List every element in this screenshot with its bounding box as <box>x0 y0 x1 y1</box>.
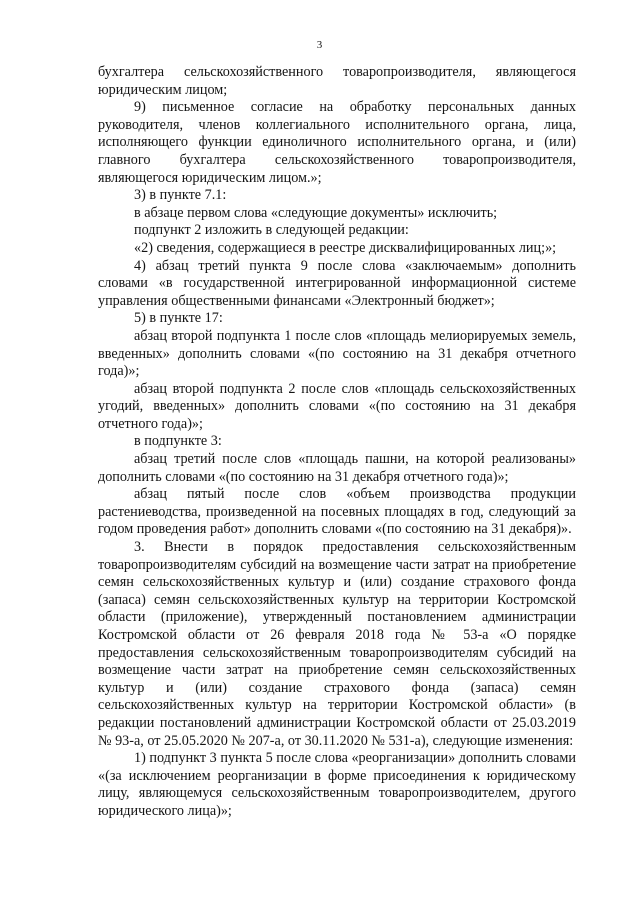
paragraph: бухгалтера сельскохозяйственного товаропроизводителя, являющегося юридическим лицом; <box>98 64 576 98</box>
paragraph: абзац пятый после слов «объем производства продукции растениеводства, произведенной на посевных площадях в год, следующий за годом проведения работ» дополнить словами «(по состоянию на 31 декабря)». <box>98 486 576 538</box>
paragraph: абзац третий после слов «площадь пашни, на которой реализованы» дополнить словами «(по состоянию на 31 декабря отчетного года)»; <box>98 451 576 485</box>
paragraph: 9) письменное согласие на обработку персональных данных руководителя, членов коллегиального исполнительного органа, лица, исполняющего функции единоличного исполнительного органа, и (или) главного бухгалтера сельскохозяйственного товаропроизводителя, являющегося юридическим лицом.»; <box>98 99 576 186</box>
paragraph: абзац второй подпункта 2 после слов «площадь сельскохозяйственных угодий, введенных» дополнить словами «(по состоянию на 31 декабря отчетного года)»; <box>98 380 576 432</box>
paragraph: 1) подпункт 3 пункта 5 после слова «реорганизации» дополнить словами «(за исключением реорганизации в форме присоединения к юридическому лицу, являющемуся сельскохозяйственным товаропроизводителем, другого юридического лица)»; <box>98 750 576 819</box>
paragraph: в подпункте 3: <box>134 433 222 450</box>
paragraph: подпункт 2 изложить в следующей редакции: <box>134 222 409 239</box>
paragraph: 5) в пункте 17: <box>134 310 223 327</box>
page-number: 3 <box>316 39 323 51</box>
paragraph: в абзаце первом слова «следующие документы» исключить; <box>134 204 498 221</box>
paragraph: 3) в пункте 7.1: <box>134 187 227 204</box>
paragraph: 3. Внести в порядок предоставления сельскохозяйственным товаропроизводителям субсидий на возмещение части затрат на приобретение семян сельскохозяйственных культур и (или) создание страхового фонда (запаса) семян сельскохозяйственных культур на территории Костромской области (приложение), утвержденный постановлением администрации Костромской области от 26 февраля 2018 года № 53-а «О порядке предоставления сельскохозяйственным товаропроизводителям субсидий на возмещение части затрат на приобретение семян сельскохозяйственных культур и (или) создание страхового фонда (запаса) семян сельскохозяйственных культур на территории Костромской области» (в редакции постановлений администрации Костромской области от 25.03.2019 № 93-а, от 25.05.2020 № 207-а, от 30.11.2020 № 531-а), следующие изменения: <box>98 539 576 749</box>
paragraph: 4) абзац третий пункта 9 после слова «заключаемым» дополнить словами «в государственной интегрированной информационной системе управления общественными финансами «Электронный бюджет»; <box>98 257 576 309</box>
paragraph: абзац второй подпункта 1 после слов «площадь мелиорируемых земель, введенных» дополнить словами «(по состоянию на 31 декабря отчетного года)»; <box>98 327 576 380</box>
paragraph: «2) сведения, содержащиеся в реестре дисквалифицированных лиц;»; <box>134 239 557 256</box>
document-body <box>98 64 576 821</box>
